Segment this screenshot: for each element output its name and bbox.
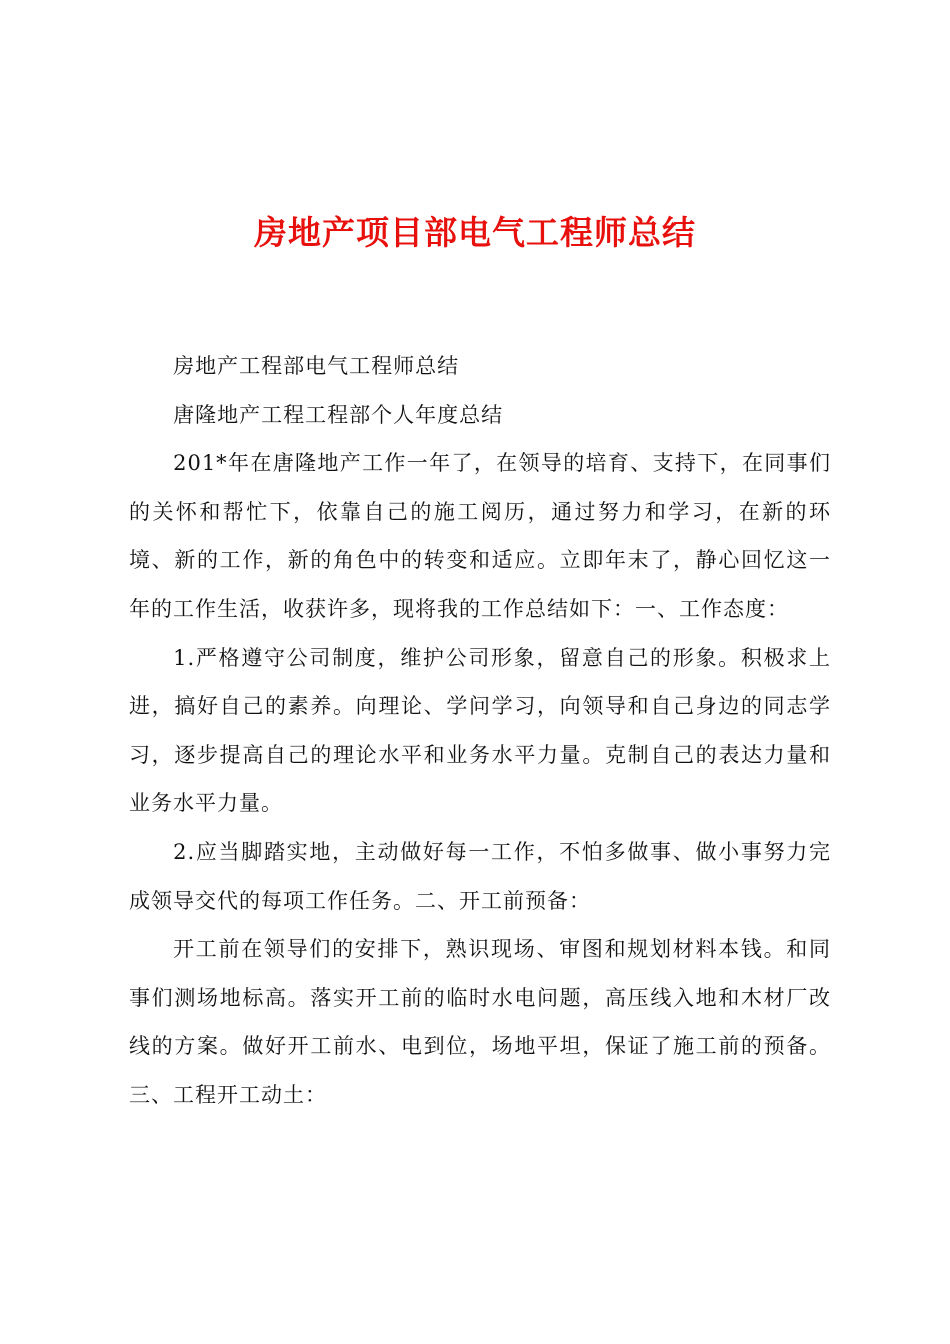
paragraph-preparation: 开工前在领导们的安排下，熟识现场、审图和规划材料本钱。和同事们测场地标高。落实开工前的临时水电问题，高压线入地和木材厂改线的方案。做好开工前水、电到位，场地平坦，保证了施工前的预备。三、工程开工动土： xyxy=(129,937,831,1107)
paragraph-item-1: 1.严格遵守公司制度，维护公司形象，留意自己的形象。积极求上进，搞好自己的素养。向理论、学问学习，向领导和自己身边的同志学习，逐步提高自己的理论水平和业务水平力量。克制自己的表达力量和业务水平力量。 xyxy=(129,645,831,816)
paragraph-intro: 201*年在唐隆地产工作一年了，在领导的培育、支持下，在同事们的关怀和帮忙下，依靠自己的施工阅历，通过努力和学习，在新的环境、新的工作，新的角色中的转变和适应。立即年末了，静心回忆这一年的工作生活，收获许多，现将我的工作总结如下：一、工作态度： xyxy=(129,451,831,621)
document-body xyxy=(129,342,831,1120)
paragraph-heading: 唐隆地产工程工程部个人年度总结 xyxy=(173,402,504,427)
paragraph-item-2: 2.应当脚踏实地，主动做好每一工作，不怕多做事、做小事努力完成领导交代的每项工作任务。二、开工前预备： xyxy=(129,839,831,913)
paragraph-subtitle: 房地产工程部电气工程师总结 xyxy=(173,354,460,378)
document-title: 房地产项目部电气工程师总结 xyxy=(254,213,696,252)
